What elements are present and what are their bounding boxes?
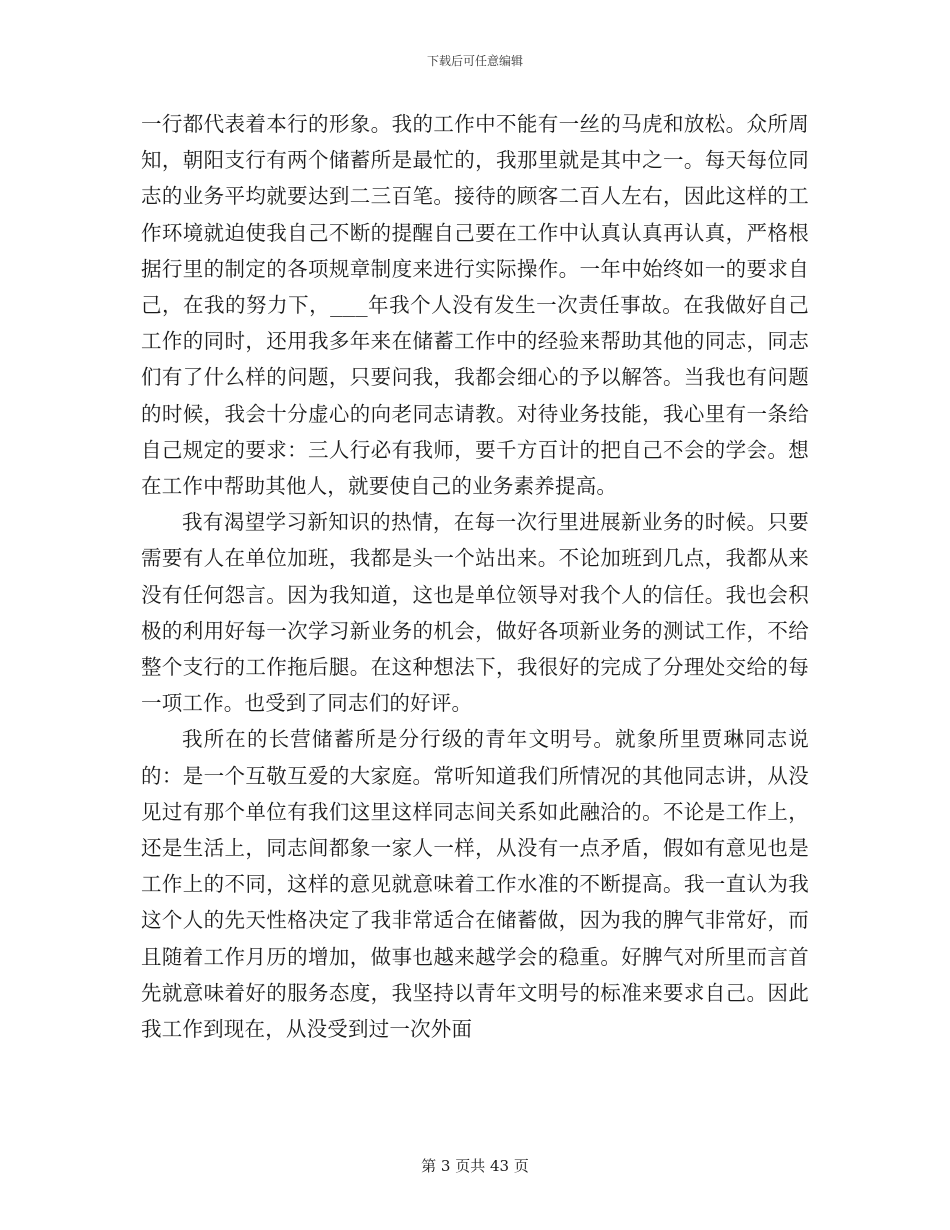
paragraph-2: 我有渴望学习新知识的热情，在每一次行里进展新业务的时候。只要需要有人在单位加班，我都是头一个站出来。不论加班到几点，我都从来没有任何怨言。因为我知道，这也是单位领导对我个人的信任。我也会积极的利用好每一次学习新业务的机会，做好各项新业务的测试工作，不给整个支行的工作拖后腿。在这种想法下，我很好的完成了分理处交给的每一项工作。也受到了同志们的好评。 <box>141 510 809 716</box>
page-header: 下载后可任意编辑 <box>426 54 523 68</box>
body-text <box>141 106 809 1047</box>
page-footer: 第 3 页共 43 页 <box>421 1157 529 1175</box>
paragraph-1: 一行都代表着本行的形象。我的工作中不能有一丝的马虎和放松。众所周知，朝阳支行有两个储蓄所是最忙的，我那里就是其中之一。每天每位同志的业务平均就要达到二三百笔。接待的顾客二百人左右，因此这样的工作环境就迫使我自己不断的提醒自己要在工作中认真认真再认真，严格根据行里的制定的各项规章制度来进行实际操作。一年中始终如一的要求自己，在我的努力下，___年我个人没有发生一次责任事故。在我做好自己工作的同时，还用我多年来在储蓄工作中的经验来帮助其他的同志，同志们有了什么样的问题，只要问我，我都会细心的予以解答。当我也有问题的时候，我会十分虚心的向老同志请教。对待业务技能，我心里有一条给自己规定的要求：三人行必有我师，要千方百计的把自己不会的学会。想在工作中帮助其他人，就要使自己的业务素养提高。 <box>141 112 809 499</box>
paragraph-3: 我所在的长营储蓄所是分行级的青年文明号。就象所里贾琳同志说的：是一个互敬互爱的大家庭。常听知道我们所情况的其他同志讲，从没见过有那个单位有我们这里这样同志间关系如此融洽的。不论是工作上，还是生活上，同志间都象一家人一样，从没有一点矛盾，假如有意见也是工作上的不同，这样的意见就意味着工作水准的不断提高。我一直认为我这个人的先天性格决定了我非常适合在储蓄做，因为我的脾气非常好，而且随着工作月历的增加，做事也越来越学会的稳重。好脾气对所里而言首先就意味着好的服务态度，我坚持以青年文明号的标准来要求自己。因此我工作到现在，从没受到过一次外面 <box>141 727 809 1042</box>
